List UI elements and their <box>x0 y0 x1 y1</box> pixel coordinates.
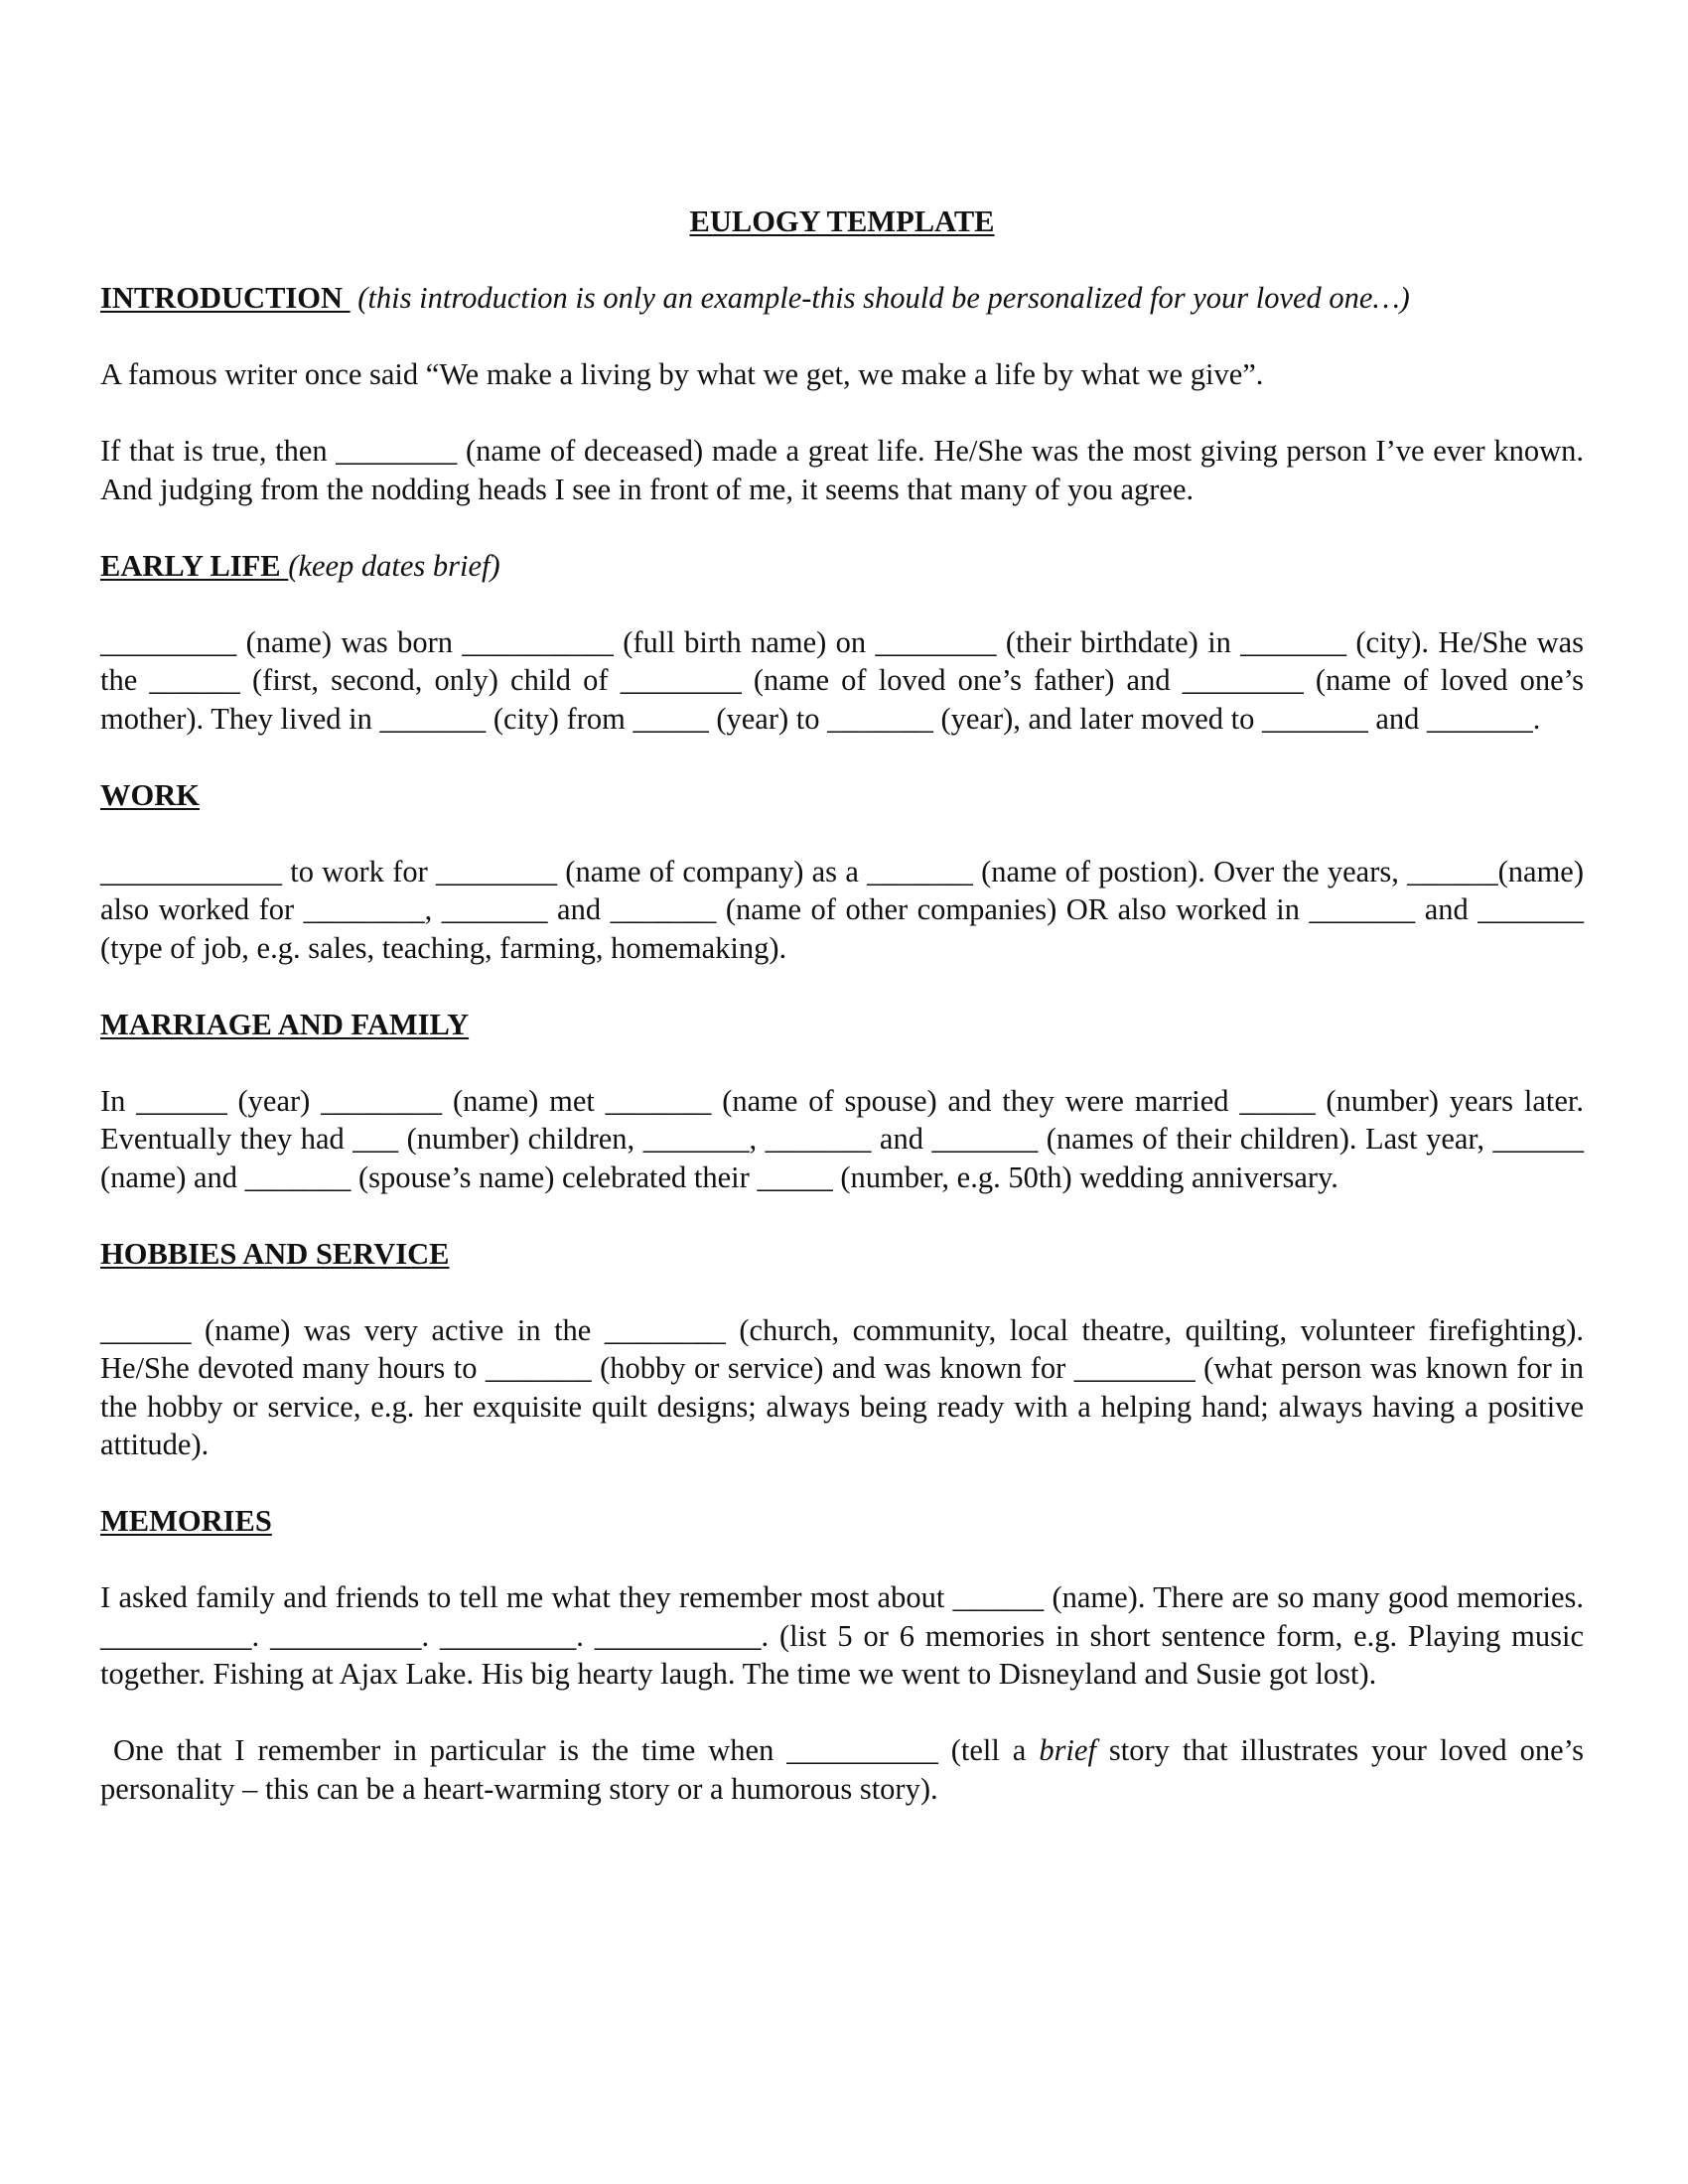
section-memories <box>100 1502 1584 1808</box>
section-marriage-and-family <box>100 1006 1584 1197</box>
section-heading-early-life <box>100 547 1584 586</box>
section-heading-introduction <box>100 279 1584 318</box>
section-heading-marriage-and-family <box>100 1006 1584 1044</box>
document-page <box>100 203 1584 1846</box>
section-heading-hobbies-and-service <box>100 1235 1584 1274</box>
heading-label: EARLY LIFE <box>100 548 289 583</box>
paragraph-memories: I asked family and friends to tell me what they remember most about ______ (name). There are so many good memories. __________. __________. _________. ___________. (list 5 or 6 memories in short sentence form, e.g. Playing music together. Fishing at Ajax Lake. His big hearty laugh. The time we went to Disneyland and Susie got lost). <box>100 1580 1584 1691</box>
heading-label: INTRODUCTION <box>100 281 351 315</box>
heading-label: MARRIAGE AND FAMILY <box>100 1007 470 1041</box>
heading-note: (this introduction is only an example-this should be personalized for your loved one…) <box>350 281 1410 315</box>
paragraph-work: ____________ to work for ________ (name of company) as a _______ (name of postion). Over the years, ______(name) also worked for ________, _______ and _______ (name of other companies) OR also worked in _______ and _______ (type of job, e.g. sales, teaching, farming, homemaking). <box>100 854 1584 965</box>
story-text-after: story that illustrates your loved one’s personality – this can be a heart-warming story or a humorous story). <box>100 1733 1585 1806</box>
paragraph-story <box>100 1731 1584 1808</box>
paragraph-intro-body: If that is true, then ________ (name of deceased) made a great life. He/She was the most giving person I’ve ever known. And judging from the nodding heads I see in front of me, it seems that many of you agree. <box>100 434 1584 506</box>
paragraph-quote: A famous writer once said “We make a living by what we get, we make a life by what we give”. <box>100 357 1264 391</box>
story-text-emphasis: brief <box>1039 1733 1096 1767</box>
section-heading-memories <box>100 1502 1584 1541</box>
heading-label: MEMORIES <box>100 1504 272 1538</box>
story-text-before: One that I remember in particular is the time when __________ (tell a <box>112 1733 1040 1767</box>
section-hobbies-and-service <box>100 1235 1584 1464</box>
heading-label: HOBBIES AND SERVICE <box>100 1236 450 1271</box>
paragraph-hobbies-and-service: ______ (name) was very active in the ________ (church, community, local theatre, quilting, volunteer firefighting). He/She devoted many hours to _______ (hobby or service) and was known for ________ (what person was known for in the hobby or service, e.g. her exquisite quilt designs; always being ready with a helping hand; always having a positive attitude). <box>100 1312 1584 1461</box>
section-work <box>100 776 1584 968</box>
paragraph-early-life: _________ (name) was born __________ (full birth name) on ________ (their birthdate) in _______ (city). He/She was the ______ (first, second, only) child of ________ (name of loved one’s father) and ________ (name of loved one’s mother). They lived in _______ (city) from _____ (year) to _______ (year), and later moved to _______ and _______. <box>100 624 1584 736</box>
paragraph-marriage-and-family: In ______ (year) ________ (name) met _______ (name of spouse) and they were married _____ (number) years later. Eventually they had ___ (number) children, _______, _______ and _______ (names of their children). Last year, ______ (name) and _______ (spouse’s name) celebrated their _____ (number, e.g. 50th) wedding anniversary. <box>100 1083 1584 1194</box>
section-introduction <box>100 279 1584 508</box>
section-heading-work <box>100 776 1584 815</box>
document-title: EULOGY TEMPLATE <box>689 205 995 238</box>
heading-label: WORK <box>100 777 200 812</box>
section-early-life <box>100 547 1584 739</box>
heading-note: (keep dates brief) <box>288 548 500 583</box>
